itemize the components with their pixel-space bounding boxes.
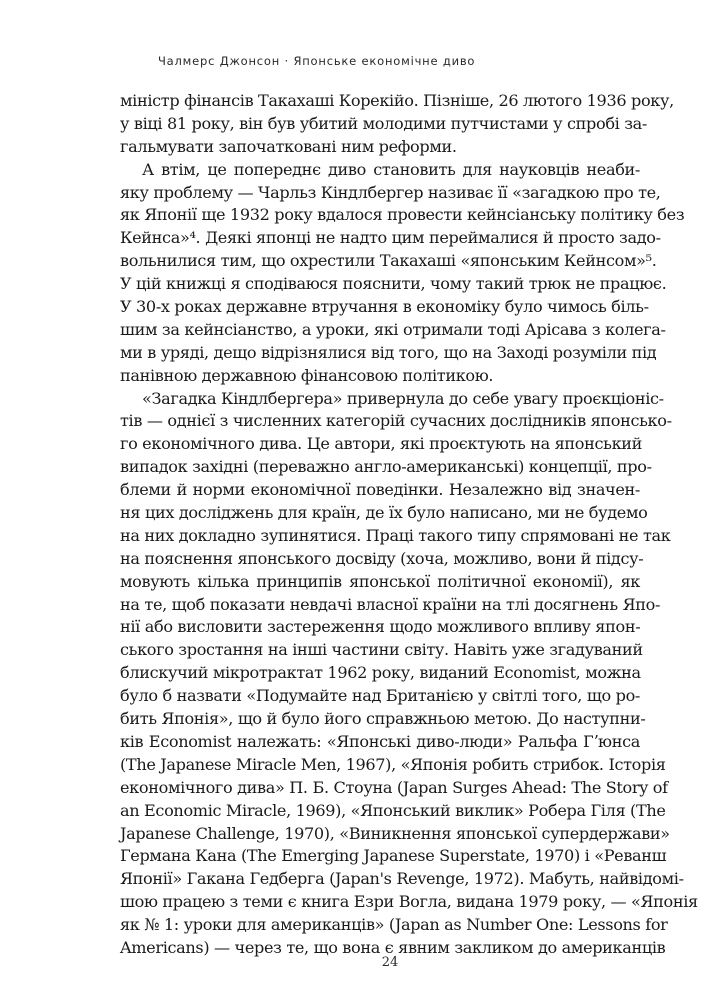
text-line: блискучий мікротрактат 1962 року, виданий Economist, можна [120, 663, 641, 683]
body-text [120, 90, 698, 960]
text-line: яку проблему — Чарльз Кіндлбергер називає її «загадкою про те, [120, 182, 661, 202]
text-line: як Японії ще 1932 року вдалося провести кейнсіанську політику без [120, 205, 685, 225]
text-line: мовують кілька принципів японської політичної економії), як [120, 571, 640, 591]
text-line: на те, щоб показати невдачі власної країни на тлі досягнень Япо- [120, 594, 661, 614]
text-line: вольнилися тим, що охрестили Такахаші «японським Кейнсом»⁵. [120, 251, 657, 271]
text-line: Americans) — через те, що вона є явним закликом до американців [120, 937, 666, 957]
text-line: як № 1: уроки для американців» (Japan as Number One: Lessons for [120, 915, 668, 935]
text-line: ського зростання на інші частини світу. Навіть уже згадуваний [120, 640, 643, 660]
text-line: шим за кейнсіанство, а уроки, які отримали тоді Арісава з колега- [120, 319, 666, 339]
text-line: А втім, це попереднє диво становить для науковців неаби- [142, 159, 640, 179]
text-line: «Загадка Кіндлбергера» привернула до себе увагу проєкціоніс- [142, 388, 664, 408]
text-line: Японії» Гакана Гедберга (Japan's Revenge, 1972). Мабуть, найвідомі- [120, 869, 684, 889]
page-number: 24 [381, 955, 399, 970]
text-line: економічного дива» П. Б. Стоуна (Japan Surges Ahead: The Story of [120, 777, 668, 797]
text-line: у віці 81 року, він був убитий молодими путчистами у спробі за- [120, 113, 647, 133]
text-line: ків Economist належать: «Японські диво-люди» Ральфа Гʼюнса [120, 731, 640, 751]
text-line: бить Японія», що й було його справжньою метою. До наступни- [120, 709, 646, 729]
text-line: Japanese Challenge, 1970), «Виникнення японської супердержави» [120, 823, 670, 843]
text-line: У 30-х роках державне втручання в економіку було чимось біль- [120, 297, 649, 317]
text-line: панівною державною фінансовою політикою. [120, 365, 494, 385]
text-line: випадок західні (переважно англо-американські) концепції, про- [120, 457, 652, 477]
text-line: ми в уряді, дещо відрізнялися від того, що на Заході розуміли під [120, 342, 657, 362]
text-line: Кейнса»⁴. Деякі японці не надто цим переймалися й просто задо- [120, 228, 661, 248]
text-line: ня цих досліджень для країн, де їх було написано, ми не будемо [120, 503, 648, 523]
text-line: гальмувати започатковані ним реформи. [120, 136, 457, 156]
text-line: шою працею з теми є книга Езри Вогла, видана 1979 року, — «Японія [120, 892, 698, 912]
text-line: (The Japanese Miracle Men, 1967), «Японія робить стрибок. Історія [120, 754, 666, 774]
text-line: У цій книжці я сподіваюся пояснити, чому такий трюк не працює. [120, 274, 667, 294]
text-line: на них докладно зупинятися. Праці такого типу спрямовані не так [120, 525, 671, 545]
text-line: тів — однієї з численних категорій сучасних дослідників японсько- [120, 411, 672, 431]
text-line: Германа Кана (The Emerging Japanese Superstate, 1970) і «Реванш [120, 846, 667, 866]
text-line: міністр фінансів Такахаші Корекійо. Пізніше, 26 лютого 1936 року, [120, 91, 674, 110]
text-line: нії або висловити застереження щодо можливого впливу япон- [120, 617, 641, 637]
text-line: блеми й норми економічної поведінки. Незалежно від значен- [120, 480, 640, 500]
text-line: an Economic Miracle, 1969), «Японський виклик» Робера Гіля (The [120, 800, 666, 820]
text-line: було б назвати «Подумайте над Британією у світлі того, що ро- [120, 686, 640, 706]
text-line: го економічного дива. Це автори, які проєктують на японський [120, 434, 643, 454]
text-line: на пояснення японського досвіду (хоча, можливо, вони й підсу- [120, 548, 644, 568]
running-header: Чалмерс Джонсон · Японське економічне диво [158, 54, 476, 68]
